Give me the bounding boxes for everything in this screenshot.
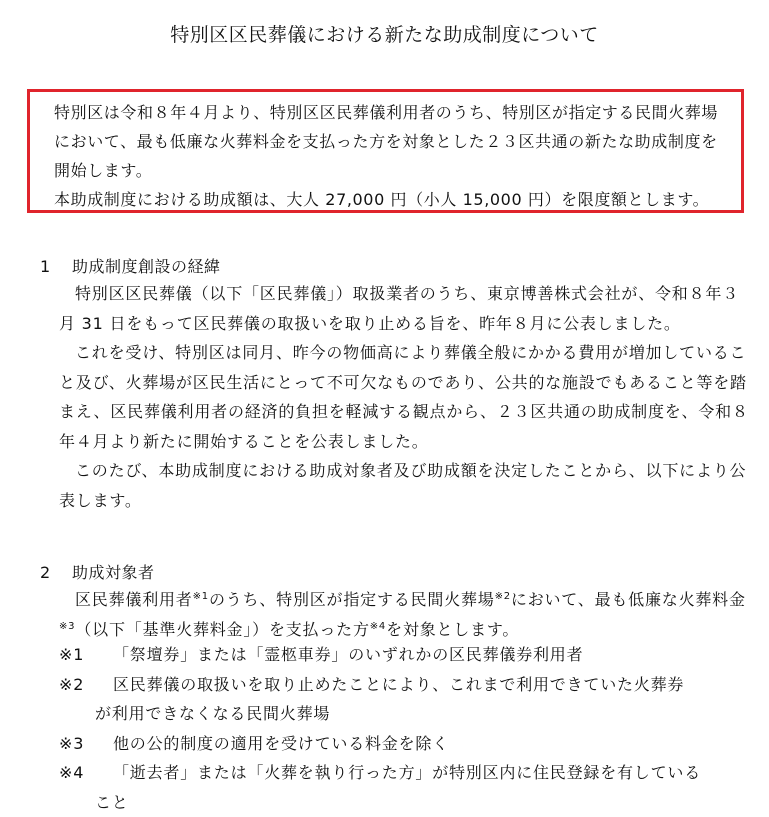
section-2-intro <box>59 585 749 644</box>
section-2-intro-text <box>59 585 749 644</box>
intro-part-4: （以下「基準火葬料金」）を支払った方 <box>75 620 369 639</box>
notice-box <box>27 89 744 213</box>
footnote-2-text: 区民葬儀の取扱いを取り止めたことにより、これまで利用できていた火葬券 <box>113 675 684 694</box>
section-1-body <box>59 279 749 515</box>
section-1-paragraph-1: 特別区区民葬儀（以下「区民葬儀」）取扱業者のうち、東京博善株式会社が、令和８年３月 31 日をもって区民葬儀の取扱いを取り止める旨を、昨年８月に公表しました。 <box>59 279 749 338</box>
section-1-title: 助成制度創設の経緯 <box>72 257 221 276</box>
section-2-title: 助成対象者 <box>72 563 155 582</box>
footnote-4-text: 「逝去者」または「火葬を執り行った方」が特別区内に住民登録を有している <box>113 763 701 782</box>
footnote-3 <box>59 729 749 759</box>
footnote-4-continuation: こと <box>59 788 749 817</box>
footnotes <box>59 640 749 817</box>
section-1-heading <box>40 255 221 279</box>
section-2-number: 2 <box>40 561 72 585</box>
footnote-2-mark: ※2 <box>59 670 113 700</box>
section-1-paragraph-3: このたび、本助成制度における助成対象者及び助成額を決定したことから、以下により公表します。 <box>59 456 749 515</box>
notice-line-1: 特別区は令和８年４月より、特別区区民葬儀利用者のうち、特別区が指定する民間火葬場において、最も低廉な火葬料金を支払った方を対象とした２３区共通の新たな助成制度を開始します。 <box>38 98 733 185</box>
intro-part-2: のうち、特別区が指定する民間火葬場 <box>209 590 495 609</box>
intro-part-5: を対象とします。 <box>386 620 519 639</box>
intro-part-1: 区民葬儀利用者 <box>75 590 193 609</box>
footnote-ref-1: ※1 <box>193 591 209 602</box>
footnote-ref-3: ※3 <box>59 621 75 632</box>
footnote-1-text: 「祭壇券」または「霊柩車券」のいずれかの区民葬儀券利用者 <box>113 645 583 664</box>
footnote-2-continuation: が利用できなくなる民間火葬場 <box>59 699 749 729</box>
footnote-ref-2: ※2 <box>495 591 511 602</box>
section-2-heading <box>40 561 155 585</box>
footnote-1 <box>59 640 749 670</box>
page-title: 特別区区民葬儀における新たな助成制度について <box>0 22 769 48</box>
footnote-3-mark: ※3 <box>59 729 113 759</box>
section-1-number: 1 <box>40 255 72 279</box>
footnote-3-text: 他の公的制度の適用を受けている料金を除く <box>113 734 449 753</box>
notice-line-2: 本助成制度における助成額は、大人 27,000 円（小人 15,000 円）を限度額とします。 <box>38 185 733 214</box>
footnote-4 <box>59 758 749 788</box>
footnote-2 <box>59 670 749 700</box>
footnote-ref-4: ※4 <box>370 621 386 632</box>
section-1-paragraph-2: これを受け、特別区は同月、昨今の物価高により葬儀全般にかかる費用が増加していること及び、火葬場が区民生活にとって不可欠なものであり、公共的な施設でもあること等を踏まえ、区民葬儀利用者の経済的負担を軽減する観点から、２３区共通の助成制度を、令和８年４月より新たに開始することを公表しました。 <box>59 338 749 456</box>
intro-part-3: において、最も低廉な火葬料金 <box>511 590 746 609</box>
footnote-4-mark: ※4 <box>59 758 113 788</box>
footnote-1-mark: ※1 <box>59 640 113 670</box>
